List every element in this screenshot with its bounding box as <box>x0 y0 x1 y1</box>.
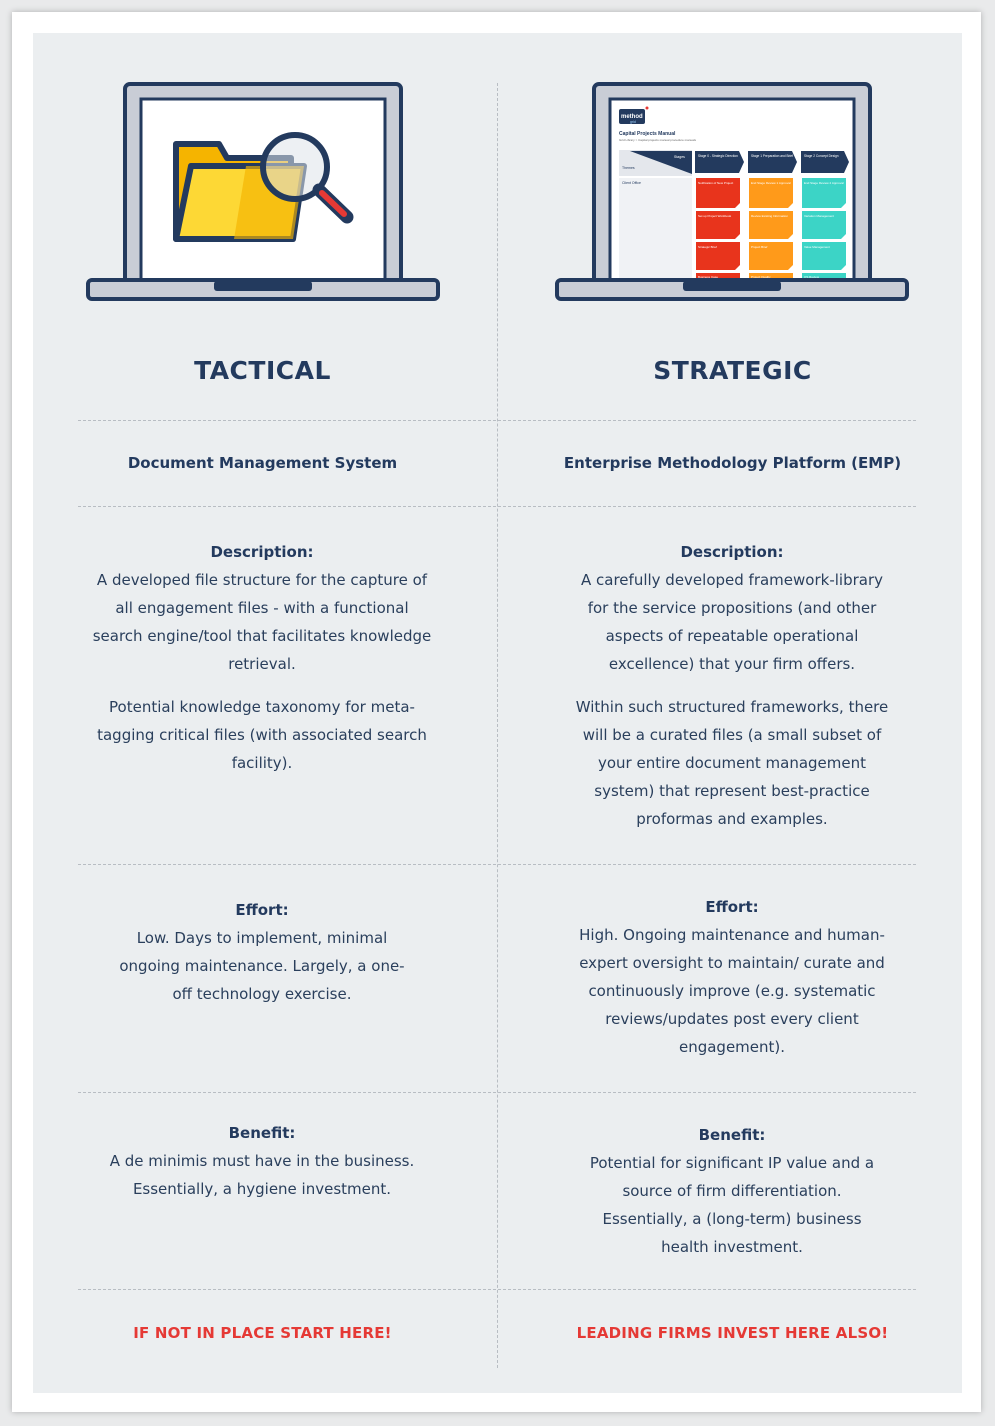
row-divider <box>78 420 916 421</box>
tactical-call-to-action: IF NOT IN PLACE START HERE! <box>133 1324 392 1342</box>
effort-label: Effort: <box>705 898 759 916</box>
stage-header: Stage 1 Preparation and Brief <box>751 154 793 158</box>
method-logo-text: method <box>621 114 643 120</box>
strategic-call-to-action: LEADING FIRMS INVEST HERE ALSO! <box>576 1324 889 1342</box>
strategic-benefit <box>587 1121 877 1261</box>
tactical-effort <box>112 896 412 1008</box>
card-label: QS Review <box>804 275 820 279</box>
strategic-subtitle: Enterprise Methodology Platform (EMP) <box>563 454 902 472</box>
benefit-text: Potential for significant IP value and a source of firm differentiation. Essentially, a (long-term) business health investment. <box>589 1154 875 1256</box>
tactical-subtitle: Document Management System <box>127 454 398 472</box>
card-label: Project Quality <box>751 275 771 279</box>
benefit-label: Benefit: <box>698 1126 766 1144</box>
stage-header: Stage 2 Concept Design <box>804 154 839 158</box>
card-label: End Stage Review 1 Approval <box>751 181 791 185</box>
card-label: Review Existing Information <box>751 214 789 218</box>
effort-label: Effort: <box>235 901 289 919</box>
column-divider <box>497 83 498 1368</box>
row-label-stages: Stages <box>674 155 685 159</box>
effort-text: High. Ongoing maintenance and human-expert oversight to maintain/ curate and continuously improve (e.g. systematic reviews/updates post every client engagement). <box>579 926 885 1056</box>
strategic-effort <box>577 893 887 1061</box>
row-divider <box>78 1092 916 1093</box>
card-label: Value Management <box>804 245 830 249</box>
description-text: Potential knowledge taxonomy for meta-tagging critical files (with associated search facility). <box>97 698 427 772</box>
card-label: Notification of New Project <box>698 181 734 185</box>
description-text: Within such structured frameworks, there will be a curated files (a small subset of your entire document management system) that represent best-practice proformas and examples. <box>575 698 889 828</box>
description-label: Description: <box>210 543 314 561</box>
card-label: Strategic Brief <box>698 245 717 249</box>
benefit-label: Benefit: <box>228 1124 296 1142</box>
screen-title: Capital Projects Manual <box>619 131 676 137</box>
card-label: Project Brief <box>751 245 768 249</box>
screen-breadcrumb: Grid Library > Capital projects manual procedure manuals <box>619 138 696 142</box>
laptop-platform-illustration <box>555 82 910 304</box>
strategic-description <box>572 538 892 833</box>
row-label-themes: Themes <box>622 166 635 170</box>
logo-dot-icon <box>646 107 649 110</box>
tactical-heading: TACTICAL <box>194 356 331 385</box>
row-divider <box>78 506 916 507</box>
strategic-heading: STRATEGIC <box>653 356 812 385</box>
card-label: Business Case <box>698 275 719 279</box>
effort-text: Low. Days to implement, minimal ongoing maintenance. Largely, a one-off technology exercise. <box>119 929 405 1003</box>
tactical-benefit <box>102 1119 422 1203</box>
tactical-description <box>92 538 432 777</box>
description-text: A carefully developed framework-library for the service propositions (and other aspects of repeatable operational excellence) that your firm offers. <box>581 571 883 673</box>
method-logo-sub: grid <box>630 120 636 124</box>
laptop-folder-illustration <box>86 82 441 304</box>
row-label-client-office: Client Office <box>622 181 641 185</box>
card-label: Set up Project Workbook <box>698 214 732 218</box>
description-label: Description: <box>680 543 784 561</box>
description-text: A developed file structure for the capture of all engagement files - with a functional search engine/tool that facilitates knowledge retrieval. <box>92 571 432 673</box>
card-label: End Stage Review 2 Approval <box>804 181 844 185</box>
row-divider <box>78 1289 916 1290</box>
stage-header: Stage 0 - Strategic Direction <box>698 154 738 158</box>
row-divider <box>78 864 916 865</box>
card-label: Variation Management <box>804 214 834 218</box>
benefit-text: A de minimis must have in the business. Essentially, a hygiene investment. <box>109 1152 415 1198</box>
